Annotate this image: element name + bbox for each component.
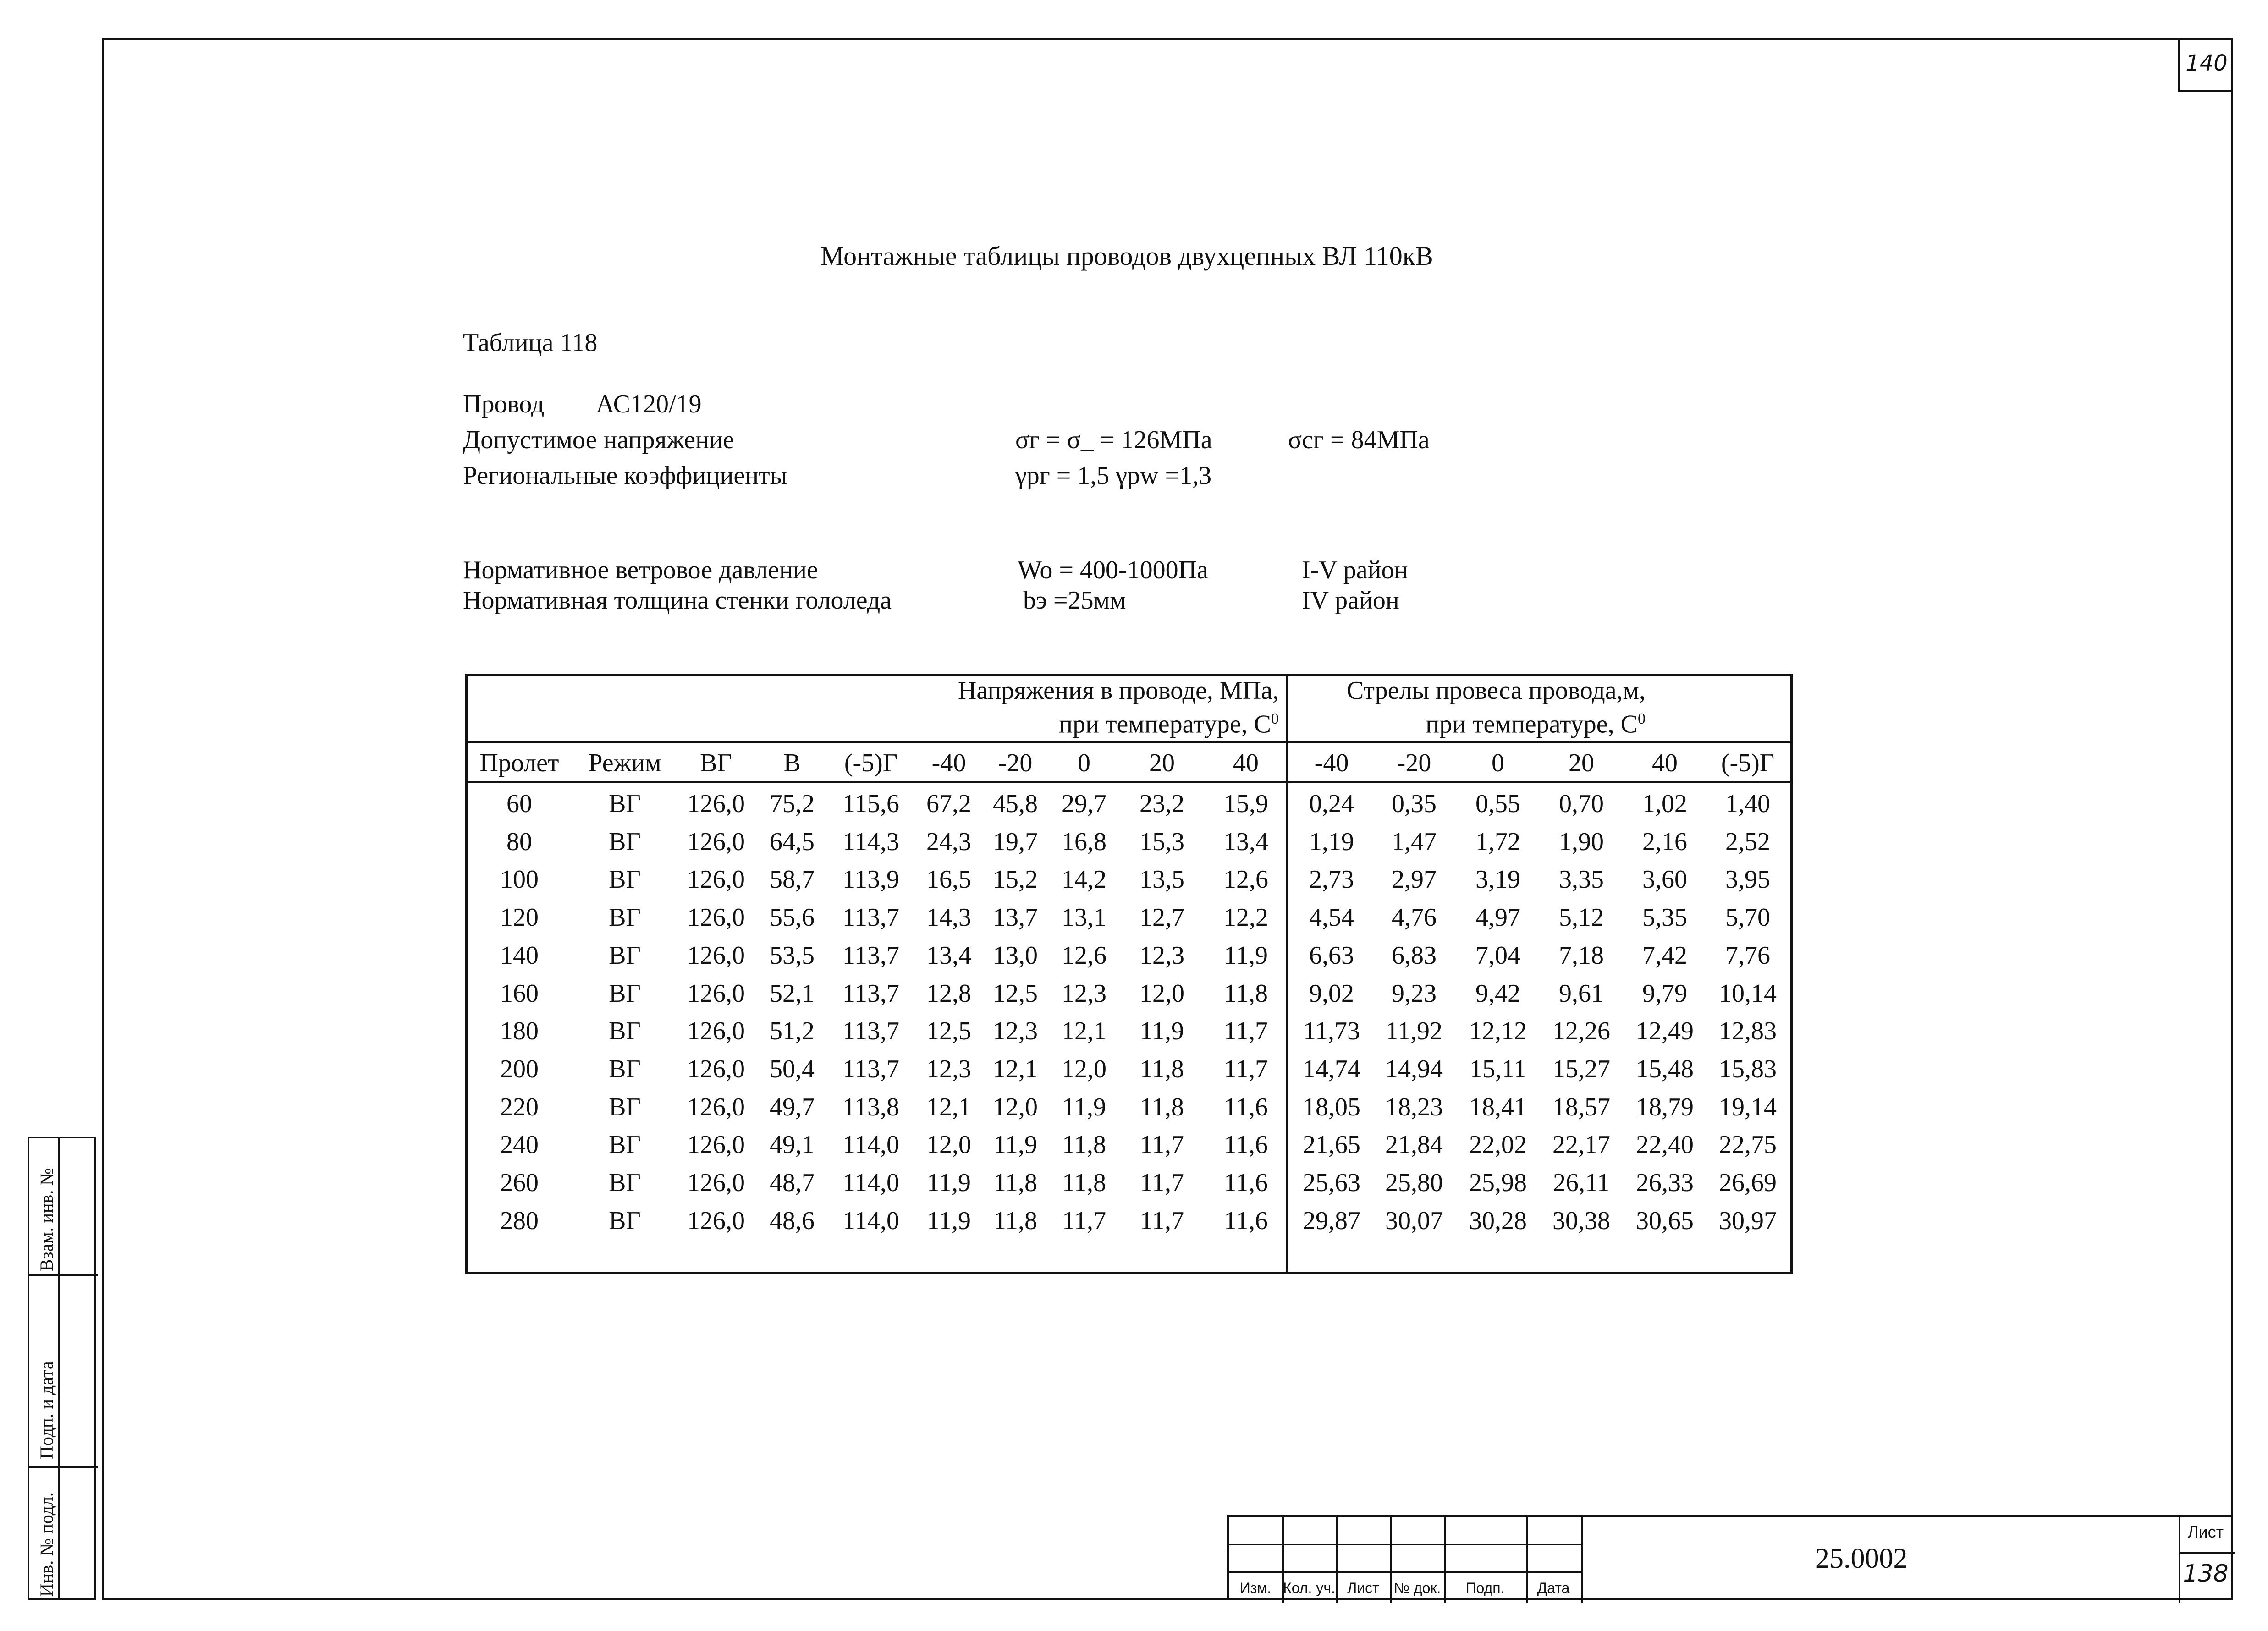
table-cell: 14,94 [1385,1055,1443,1083]
table-cell: 1,47 [1392,828,1437,856]
table-cell: 18,79 [1636,1093,1694,1121]
table-cell: 0,55 [1475,790,1520,818]
column-header: ВГ [700,749,732,777]
parameters-block [463,390,1838,628]
strip-line [29,1274,98,1276]
param-label: Нормативная толщина стенки гололеда [463,586,892,615]
table-cell: 11,9 [927,1207,971,1235]
table-cell: 50,4 [770,1055,815,1083]
table-cell: 15,83 [1719,1055,1777,1083]
table-cell: 126,0 [687,1169,745,1197]
table-cell: 114,3 [842,828,899,856]
table-cell: 25,98 [1469,1169,1527,1197]
table-cell: 1,72 [1475,828,1520,856]
table-cell: 5,12 [1559,903,1604,932]
table-cell: 58,7 [770,865,815,894]
param-value: γрг = 1,5 γpw =1,3 [1015,461,1212,490]
table-cell: ВГ [609,1169,641,1197]
table-cell: 24,3 [926,828,971,856]
table-cell: 6,63 [1309,941,1354,970]
table-cell: 80 [506,828,532,856]
tb-row-line [1229,1544,1581,1545]
table-cell: 9,23 [1392,979,1437,1008]
column-header: -20 [998,749,1033,777]
table-cell: 49,7 [770,1093,815,1121]
strip-divider [58,1138,60,1598]
top-stamp [2178,38,2233,92]
table-cell: 30,65 [1636,1207,1694,1235]
table-cell: 48,6 [770,1207,815,1235]
degree-sup: 0 [1638,710,1646,727]
table-cell: 13,4 [926,941,971,970]
table-cell: 60 [506,790,532,818]
table-cell: 30,28 [1469,1207,1527,1235]
title-block [1227,1515,2233,1600]
table-cell: 4,54 [1309,903,1354,932]
sag-group-line2-wrap [1297,705,1646,739]
table-cell: 12,2 [1223,903,1268,932]
table-cell: ВГ [609,1131,641,1159]
table-cell: 12,0 [993,1093,1038,1121]
table-cell: 23,2 [1140,790,1184,818]
table-cell: 3,95 [1725,865,1770,894]
table-cell: 21,65 [1303,1131,1360,1159]
table-cell: 4,97 [1475,903,1520,932]
table-cell: 12,1 [993,1055,1038,1083]
table-cell: 45,8 [993,790,1038,818]
table-cell: 21,84 [1385,1131,1443,1159]
table-cell: 22,40 [1636,1131,1694,1159]
table-cell: 22,17 [1552,1131,1610,1159]
tb-label-data: Дата [1537,1580,1570,1596]
table-cell: 18,41 [1469,1093,1527,1121]
table-cell: 18,23 [1385,1093,1443,1121]
tb-label-ndoc: № док. [1393,1580,1441,1596]
table-cell: 126,0 [687,1207,745,1235]
column-header: 0 [1078,749,1090,777]
table-cell: 1,90 [1559,828,1604,856]
table-cell: 1,02 [1642,790,1687,818]
table-cell: 55,6 [770,903,815,932]
table-cell: ВГ [609,790,641,818]
column-header: Пролет [479,749,559,777]
document-title: Монтажные таблицы проводов двухцепных ВЛ 110кВ [820,241,1433,271]
table-cell: 0,70 [1559,790,1604,818]
table-cell: 10,14 [1719,979,1777,1008]
table-cell: 11,73 [1303,1017,1360,1045]
column-header: -40 [931,749,966,777]
table-cell: 14,2 [1062,865,1106,894]
table-cell: 113,7 [842,979,899,1008]
table-cell: 2,73 [1309,865,1354,894]
table-cell: 280 [500,1207,539,1235]
table-cell: 12,6 [1062,941,1106,970]
table-cell: 30,07 [1385,1207,1443,1235]
table-subheader-line [465,781,1793,783]
table-cell: 12,7 [1140,903,1184,932]
table-cell: 25,63 [1303,1169,1360,1197]
table-cell: 13,1 [1062,903,1106,932]
table-cell: 11,6 [1224,1093,1268,1121]
column-header: -40 [1314,749,1349,777]
column-header: 20 [1569,749,1594,777]
table-cell: 113,7 [842,1017,899,1045]
table-cell: 12,5 [926,1017,971,1045]
table-cell: 6,83 [1392,941,1437,970]
strip-line [29,1466,98,1468]
table-cell: 126,0 [687,1055,745,1083]
table-cell: 11,7 [1224,1017,1268,1045]
table-cell: 14,74 [1303,1055,1360,1083]
table-cell: 126,0 [687,790,745,818]
table-cell: 22,75 [1719,1131,1777,1159]
table-cell: 180 [500,1017,539,1045]
table-cell: 15,2 [993,865,1038,894]
table-cell: 11,8 [1224,979,1268,1008]
table-cell: 126,0 [687,1093,745,1121]
table-cell: 26,11 [1553,1169,1610,1197]
table-cell: 11,8 [1140,1055,1184,1083]
table-cell: 13,7 [993,903,1038,932]
table-cell: 126,0 [687,941,745,970]
table-cell: 9,02 [1309,979,1354,1008]
stress-group-line2-wrap [871,705,1279,739]
table-cell: 1,40 [1725,790,1770,818]
sag-group-line1: Стрелы провеса провода,м, [1346,676,1646,705]
param-value: Wo = 400-1000Па [1018,556,1208,584]
table-cell: 113,7 [842,1055,899,1083]
table-cell: 220 [500,1093,539,1121]
sheet-number: 138 [2183,1560,2229,1587]
table-cell: 120 [500,903,539,932]
table-cell: 5,70 [1725,903,1770,932]
table-cell: 13,0 [993,941,1038,970]
table-cell: 26,33 [1636,1169,1694,1197]
param-label: Допустимое напряжение [463,426,734,454]
table-cell: 14,3 [926,903,971,932]
table-cell: 11,92 [1386,1017,1442,1045]
table-cell: 126,0 [687,828,745,856]
param-value: σг = σ_ = 126МПа [1015,426,1212,454]
table-cell: 0,24 [1309,790,1354,818]
table-cell: 53,5 [770,941,815,970]
table-cell: 126,0 [687,979,745,1008]
table-cell: 12,3 [926,1055,971,1083]
tb-row-line [2179,1552,2235,1554]
column-header: 40 [1233,749,1259,777]
table-cell: 7,04 [1475,941,1520,970]
param-label: Нормативное ветровое давление [463,556,818,584]
table-cell: 260 [500,1169,539,1197]
table-cell: 64,5 [770,828,815,856]
table-cell: 114,0 [842,1207,899,1235]
param-value: АС120/19 [596,390,702,418]
table-cell: 126,0 [687,865,745,894]
table-cell: 13,5 [1140,865,1184,894]
tb-label-podp: Подп. [1465,1580,1505,1596]
table-cell: 11,8 [993,1169,1037,1197]
table-cell: 30,38 [1552,1207,1610,1235]
table-cell: 51,2 [770,1017,815,1045]
table-cell: 11,6 [1224,1207,1268,1235]
column-header: (-5)Г [1721,749,1775,777]
table-cell: 2,52 [1725,828,1770,856]
table-cell: 240 [500,1131,539,1159]
table-cell: ВГ [609,828,641,856]
tb-label-izm: Изм. [1239,1580,1272,1596]
table-cell: 18,57 [1552,1093,1610,1121]
table-cell: 160 [500,979,539,1008]
table-cell: 7,76 [1725,941,1770,970]
column-header: В [783,749,801,777]
table-cell: 12,1 [1062,1017,1106,1045]
table-cell: 12,8 [926,979,971,1008]
table-cell: 11,6 [1224,1131,1268,1159]
table-cell: 11,9 [1224,941,1268,970]
stress-group-header [871,676,1279,739]
param-label: Провод [463,390,545,418]
param-label: Региональные коэффициенты [463,461,787,490]
table-cell: ВГ [609,1093,641,1121]
table-cell: 100 [500,865,539,894]
table-cell: 113,7 [842,903,899,932]
stress-group-line1: Напряжения в проводе, МПа, [958,676,1279,705]
sheet-label: Лист [2187,1522,2224,1541]
param-region: IV район [1302,586,1399,615]
tb-row-line [1229,1571,1581,1573]
document-code: 25.0002 [1815,1543,1908,1574]
table-cell: 113,8 [842,1093,899,1121]
table-cell: 140 [500,941,539,970]
table-cell: 12,1 [926,1093,971,1121]
strip-label-sign: Подп. и дата [36,1361,57,1459]
table-cell: 11,9 [993,1131,1037,1159]
table-cell: 200 [500,1055,539,1083]
strip-label-inv: Инв. № подл. [36,1492,57,1597]
table-cell: 9,79 [1642,979,1687,1008]
table-cell: 12,49 [1636,1017,1694,1045]
table-header-line [465,741,1793,743]
table-cell: 52,1 [770,979,815,1008]
tb-label-list: Лист [1347,1580,1379,1596]
table-cell: 9,61 [1559,979,1604,1008]
stress-group-line2: при температуре, С [1059,710,1271,739]
table-cell: 19,7 [993,828,1038,856]
table-cell: 16,8 [1062,828,1106,856]
table-cell: 15,9 [1223,790,1268,818]
table-cell: 12,3 [1140,941,1184,970]
degree-sup: 0 [1271,710,1279,727]
table-cell: 18,05 [1303,1093,1360,1121]
table-cell: 3,35 [1559,865,1604,894]
table-cell: 15,48 [1636,1055,1694,1083]
tb-col-line [1581,1517,1583,1603]
tb-label-kol: Кол. уч. [1283,1580,1335,1596]
table-cell: 12,5 [993,979,1038,1008]
table-cell: 12,12 [1469,1017,1527,1045]
table-cell: 3,60 [1642,865,1687,894]
binding-strip [28,1137,96,1600]
table-cell: 115,6 [842,790,899,818]
table-cell: 7,42 [1642,941,1687,970]
table-cell: 19,14 [1719,1093,1777,1121]
strip-label-replace: Взам. инв. № [36,1168,57,1271]
table-cell: 2,16 [1642,828,1687,856]
table-cell: 0,35 [1392,790,1437,818]
table-cell: 29,7 [1062,790,1106,818]
table-cell: 113,7 [842,941,899,970]
table-cell: 16,5 [926,865,971,894]
table-cell: 113,9 [842,865,899,894]
table-cell: 12,0 [1140,979,1184,1008]
table-cell: 11,8 [1062,1131,1106,1159]
table-cell: 126,0 [687,1017,745,1045]
column-header: 0 [1492,749,1504,777]
table-cell: 9,42 [1475,979,1520,1008]
table-cell: 49,1 [770,1131,815,1159]
table-cell: 11,7 [1140,1207,1184,1235]
column-header: Режим [588,749,661,777]
table-cell: 11,6 [1224,1169,1268,1197]
column-header: (-5)Г [844,749,898,777]
table-cell: 126,0 [687,903,745,932]
table-cell: ВГ [609,903,641,932]
table-cell: 11,7 [1062,1207,1106,1235]
table-cell: 12,0 [1062,1055,1106,1083]
table-cell: ВГ [609,1055,641,1083]
table-cell: 12,3 [993,1017,1038,1045]
column-header: 40 [1652,749,1678,777]
table-cell: ВГ [609,1017,641,1045]
table-cell: 30,97 [1719,1207,1777,1235]
table-cell: 4,76 [1392,903,1437,932]
table-cell: 12,83 [1719,1017,1777,1045]
table-cell: 15,11 [1470,1055,1526,1083]
table-cell: 114,0 [842,1131,899,1159]
table-cell: 126,0 [687,1131,745,1159]
table-cell: 11,8 [1062,1169,1106,1197]
param-value: bэ =25мм [1023,586,1126,615]
table-cell: 15,27 [1552,1055,1610,1083]
table-cell: 67,2 [926,790,971,818]
table-cell: 12,6 [1223,865,1268,894]
top-stamp-number: 140 [2185,50,2228,76]
table-cell: 29,87 [1303,1207,1360,1235]
table-cell: 75,2 [770,790,815,818]
table-cell: 1,19 [1309,828,1354,856]
table-cell: 11,7 [1224,1055,1268,1083]
sag-group-header [1297,676,1646,739]
table-cell: 12,26 [1552,1017,1610,1045]
table-cell: 2,97 [1392,865,1437,894]
sag-group-line2: при температуре, С [1426,710,1638,739]
table-cell: 5,35 [1642,903,1687,932]
table-cell: 13,4 [1223,828,1268,856]
table-cell: 25,80 [1385,1169,1443,1197]
table-cell: 3,19 [1475,865,1520,894]
table-cell: 12,0 [926,1131,971,1159]
table-cell: 11,8 [1140,1093,1184,1121]
table-cell: 11,7 [1140,1131,1184,1159]
table-cell: 114,0 [842,1169,899,1197]
table-cell: 11,9 [1062,1093,1106,1121]
table-cell: 11,9 [1140,1017,1184,1045]
table-cell: ВГ [609,865,641,894]
table-cell: 48,7 [770,1169,815,1197]
param-region: I-V район [1302,556,1408,584]
table-cell: 7,18 [1559,941,1604,970]
column-header: 20 [1149,749,1175,777]
table-label: Таблица 118 [463,329,598,357]
table-cell: 11,8 [993,1207,1037,1235]
table-cell: ВГ [609,1207,641,1235]
param-value2: σсг = 84МПа [1288,426,1430,454]
table-cell: 11,9 [927,1169,971,1197]
table-cell: ВГ [609,941,641,970]
table-cell: ВГ [609,979,641,1008]
table-cell: 26,69 [1719,1169,1777,1197]
table-cell: 15,3 [1140,828,1184,856]
column-header: -20 [1397,749,1431,777]
table-cell: 12,3 [1062,979,1106,1008]
table-cell: 11,7 [1140,1169,1184,1197]
table-cell: 22,02 [1469,1131,1527,1159]
